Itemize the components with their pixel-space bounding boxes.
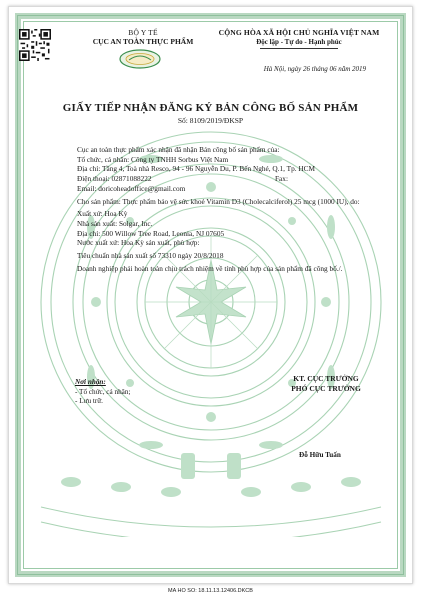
intro-line: Cục an toàn thực phẩm xác nhận đã nhận Bản công bố sản phẩm của: <box>77 145 280 154</box>
address-line: Địa chỉ: Tầng 4, Toà nhà Resco, 94 - 96 Nguyễn Du, P. Bến Nghé, Q.1, Tp. HCM <box>77 164 316 174</box>
recipients-heading: Nơi nhận: <box>75 378 106 386</box>
agency-name: CỤC AN TOÀN THỰC PHẨM <box>92 37 194 46</box>
agency-header <box>83 28 203 46</box>
manufacturer-address-line: Địa chỉ: 500 Willow Tree Road, Leonia, NJ 07605 <box>77 228 225 238</box>
email-line: Email: doricoheadoffice@gmail.com <box>77 183 186 193</box>
recipient-item: - Tổ chức, cá nhân; <box>75 387 131 396</box>
recipient-item: - Lưu trữ. <box>75 397 103 406</box>
issue-date: Hà Nội, ngày 26 tháng 06 năm 2019 <box>263 65 366 73</box>
national-header <box>209 28 389 49</box>
manufacturer-line: Nhà sản xuất: Solgar, Inc. <box>77 218 153 228</box>
product-line: Cho sản phẩm: Thực phẩm bảo vệ sức khoẻ Vitamin D3 (Cholecalciferol) 25 mcg (1000 IU), do: <box>77 196 360 206</box>
qr-code-icon <box>19 29 51 61</box>
document-title: GIẤY TIẾP NHẬN ĐĂNG KÝ BẢN CÔNG BỐ SẢN PHẨM <box>62 102 359 114</box>
motto-underline <box>260 48 338 49</box>
national-motto: Độc lập - Tự do - Hạnh phúc <box>256 38 342 46</box>
standard-line: Tiêu chuẩn nhà sản xuất số 73310 ngày 20/8/2018 <box>77 251 224 261</box>
fax-line: Fax: <box>275 174 288 184</box>
signature-block <box>271 374 381 393</box>
export-country-line: Nước xuất xứ: Hoa Kỳ sản xuất, phù hợp: <box>77 238 200 248</box>
document-body <box>77 145 407 273</box>
ministry-name: BỘ Y TẾ <box>128 28 158 37</box>
dossier-code: MA HO SO: 18.11.13.12406.DKCB <box>168 588 253 594</box>
phone-fax-row <box>77 174 407 184</box>
agency-logo-icon <box>119 49 161 69</box>
signature-title-2: PHÓ CỤC TRƯỞNG <box>291 383 361 393</box>
signer-name: Đỗ Hữu Tuấn <box>299 451 341 459</box>
phone-line: Điện thoại: 02871088222 <box>77 174 152 184</box>
responsibility-line: Doanh nghiệp phải hoàn toàn chịu trách nhiệm về tính phù hợp của sản phẩm đã công bố./. <box>77 263 343 273</box>
document-sheet <box>8 6 413 584</box>
document-number: Số: 8109/2019/ĐKSP <box>177 116 244 125</box>
recipients-block <box>75 378 130 407</box>
origin-line: Xuất xứ: Hoa Kỳ <box>77 209 128 219</box>
signature-title-1: KT. CỤC TRƯỞNG <box>293 374 359 383</box>
nation-name: CỘNG HÒA XÃ HỘI CHỦ NGHĨA VIỆT NAM <box>218 28 380 37</box>
organization-line: Tổ chức, cá nhân: Công ty TNHH Sorbus Việt Nam <box>77 154 229 164</box>
